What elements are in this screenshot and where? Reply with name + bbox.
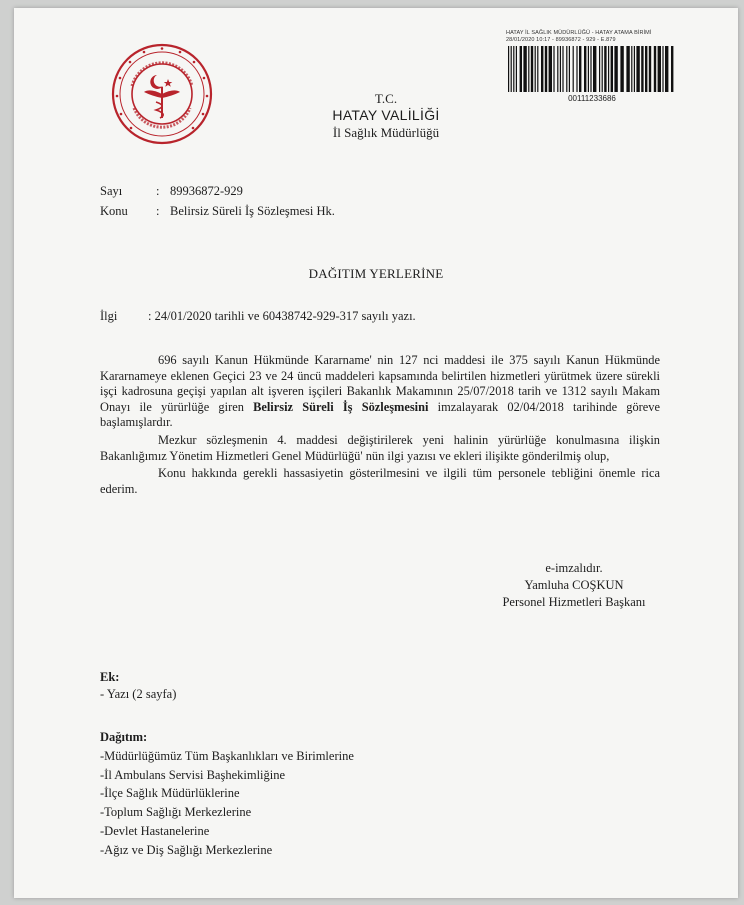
barcode-bar <box>671 46 673 92</box>
sayi-colon: : <box>156 184 160 198</box>
barcode-bar <box>665 46 668 92</box>
barcode-bar <box>590 46 591 92</box>
distribution-title: DAĞITIM YERLERİNE <box>308 266 444 281</box>
sayi-row <box>100 184 243 199</box>
distribution-label: Dağıtım: <box>100 730 148 744</box>
distribution-item: -Ağız ve Diş Sağlığı Merkezlerine <box>100 842 273 857</box>
barcode-bar <box>562 46 563 92</box>
distribution-item: -İlçe Sağlık Müdürlüklerine <box>100 786 240 801</box>
signer-name: Yamluha COŞKUN <box>524 578 624 592</box>
letterhead <box>286 90 486 141</box>
ilgi-label: İlgi <box>100 309 118 323</box>
barcode-bar <box>520 46 522 92</box>
letter-body <box>100 353 660 497</box>
distribution-item: -Devlet Hastanelerine <box>100 823 210 838</box>
barcode-bar <box>516 46 517 92</box>
barcode-bar <box>553 46 554 92</box>
attachment-item: - Yazı (2 sayfa) <box>100 687 177 701</box>
e-signature-note: e-imzalıdır. <box>545 561 603 575</box>
barcode-bar <box>608 46 609 92</box>
document-page <box>14 8 738 898</box>
barcode-bar <box>579 46 581 92</box>
barcode-bar <box>626 46 629 92</box>
barcode-bar <box>614 46 617 92</box>
barcode-bar <box>531 46 533 92</box>
barcode-bar <box>560 46 561 92</box>
barcode-number: 00111233686 <box>568 94 616 103</box>
barcode-bar <box>631 46 632 92</box>
barcode-bar <box>537 46 538 92</box>
signature-block <box>474 560 674 611</box>
barcode-bar <box>593 46 596 92</box>
barcode-bar <box>557 46 558 92</box>
barcode-bar <box>513 46 514 92</box>
paragraph-1-part2: imzalayarak 02/04/2018 tarihinde göreve başlamışlardır. <box>100 399 660 430</box>
barcode-bar <box>545 46 547 92</box>
ministry-logo <box>110 42 214 146</box>
ilgi-value: : 24/01/2020 tarihli ve 60438742-929-317 sayılı yazı. <box>148 309 416 323</box>
barcode-bar <box>549 46 552 92</box>
barcode-bar <box>511 46 512 92</box>
barcode-bar <box>584 46 586 92</box>
barcode-bar <box>541 46 543 92</box>
barcode-bar <box>576 46 577 92</box>
barcode-bar <box>620 46 623 92</box>
distribution-item: -Müdürlüğümüz Tüm Başkanlıkları ve Birimlerine <box>100 748 354 763</box>
barcode-bar <box>645 46 647 92</box>
barcode-bar <box>523 46 526 92</box>
barcode-bar <box>588 46 589 92</box>
distribution-item: -İl Ambulans Servisi Başhekimliğine <box>100 767 286 782</box>
barcode-bar <box>604 46 606 92</box>
barcode-bar <box>662 46 663 92</box>
barcode-bar <box>654 46 656 92</box>
distribution-item: -Toplum Sağlığı Merkezlerine <box>100 805 252 820</box>
ilgi-row <box>100 309 416 324</box>
barcode-icon <box>506 46 678 92</box>
barcode-bar <box>636 46 639 92</box>
barcode-bar <box>566 46 567 92</box>
attachments-label: Ek: <box>100 670 120 684</box>
barcode-bar <box>641 46 643 92</box>
attachments-block <box>100 669 176 703</box>
barcode-bar <box>508 46 509 92</box>
barcode-bar <box>649 46 651 92</box>
konu-value: Belirsiz Süreli İş Sözleşmesi Hk. <box>170 204 335 218</box>
barcode-bar <box>528 46 529 92</box>
header-tc: T.C. <box>374 91 398 106</box>
barcode-bar <box>658 46 661 92</box>
konu-colon: : <box>156 204 160 218</box>
barcode-bar <box>569 46 570 92</box>
barcode-bar <box>634 46 635 92</box>
header-mudurluk: İl Sağlık Müdürlüğü <box>332 125 440 140</box>
barcode-block <box>506 30 712 103</box>
paragraph-3: Konu hakkında gerekli hassasiyetin gösterilmesini ve ilgili tüm personele tebliğini önemle rica ederim. <box>100 466 660 496</box>
paragraph-1 <box>100 353 660 431</box>
barcode-bar <box>602 46 603 92</box>
konu-row <box>100 204 335 219</box>
sayi-label: Sayı <box>100 184 123 198</box>
paragraph-1-part1: 696 sayılı Kanun Hükmünde Kararname' nin 127 nci maddesi ile 375 sayılı Kanun Hükmünde Kararnameye eklenen Geçici 23 ve 24 üncü maddeleri kapsamında belirtilen hizmetleri yürütmek üzere sürekli işçi kadrosuna geçişi yapılan alt işveren işçileri Bakanlık Makamının 25/07/2018 tarih ve 1312 sayılı Makam Onayı ile yürürlüğe giren <box>100 353 660 414</box>
paragraph-2: Mezkur sözleşmenin 4. maddesi değiştirilerek yeni halinin yürürlüğe konulmasına ilişkin Bakanlığımız Yönetim Hizmetleri Genel Müdürlüğü' nün ilgi yazısı ve ekleri ilişikte gönderilmiş olup, <box>100 432 660 463</box>
paragraph-1-bold: Belirsiz Süreli İş Sözleşmesini <box>253 399 429 414</box>
signer-title: Personel Hizmetleri Başkanı <box>502 595 646 609</box>
barcode-bar <box>611 46 613 92</box>
barcode-bar <box>599 46 600 92</box>
konu-label: Konu <box>100 204 128 218</box>
sayi-value: 89936872-929 <box>170 184 243 198</box>
barcode-bar <box>573 46 574 92</box>
barcode-bar <box>535 46 536 92</box>
header-valilik: HATAY VALİLİĞİ <box>332 107 440 123</box>
distribution-block <box>100 728 354 860</box>
barcode-header-line2: 28/01/2020 10:17 - 89936872 - 929 - E.879 <box>506 37 616 43</box>
barcode-header-line1: HATAY İL SAĞLIK MÜDÜRLÜĞÜ - HATAY ATAMA BİRİMİ <box>506 30 652 36</box>
